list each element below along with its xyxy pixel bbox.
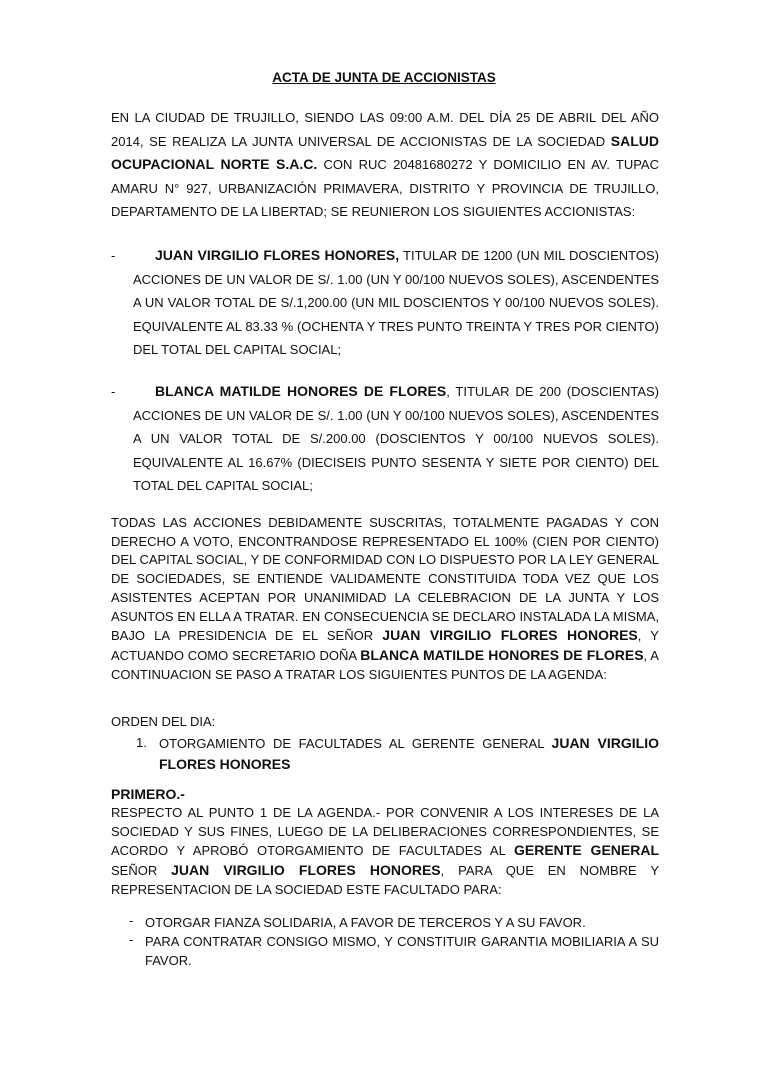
first-text-3: , PARA QUE EN NOMBRE Y REPRESENTACION DE LA SOCIEDAD ESTE FACULTADO PARA: — [111, 863, 659, 897]
power-1: OTORGAR FIANZA SOLIDARIA, A FAVOR DE TERCEROS Y A SU FAVOR. — [145, 915, 586, 930]
quorum-text-2: , Y ACTUANDO COMO SECRETARIO DOÑA — [111, 628, 659, 663]
agenda-item — [159, 733, 659, 775]
secretary-name: BLANCA MATILDE HONORES DE FLORES — [360, 646, 644, 663]
document-title: ACTA DE JUNTA DE ACCIONISTAS — [272, 70, 496, 85]
shareholder-1-text: TITULAR DE 1200 (UN MIL DOSCIENTOS) ACCIONES DE UN VALOR DE S/. 1.00 (UN Y 00/100 NUEVOS SOLES), ASCENDENTES A UN VALOR TOTAL DE S/.1,200.00 (UN MIL DOSCIENTOS Y 00/100 NUEVOS SOLES). EQUIVALENTE AL 83.33 % (OCHENTA Y TRES PUNTO TREINTA Y TRES POR CIENTO) DEL TOTAL DEL CAPITAL SOCIAL; — [133, 248, 659, 358]
intro-paragraph — [111, 106, 659, 224]
shareholder-2-dash: - — [111, 384, 116, 399]
first-name: JUAN VIRGILIO FLORES HONORES — [171, 862, 441, 879]
agenda-item-name: JUAN VIRGILIO FLORES HONORES — [159, 735, 659, 772]
quorum-paragraph — [111, 514, 659, 684]
first-text-1: RESPECTO AL PUNTO 1 DE LA AGENDA.- POR CONVENIR A LOS INTERESES DE LA SOCIEDAD Y SUS FINES, LUEGO DE LA DELIBERACIONES CORRESPONDIENTES, SE ACORDO Y APROBÓ OTORGAMIENTO DE FACULTADES AL — [111, 805, 659, 859]
power-2-dash: - — [129, 932, 134, 947]
shareholder-1 — [133, 244, 659, 362]
company-name: SALUD OCUPACIONAL NORTE S.A.C. — [111, 132, 659, 173]
agenda-label: ORDEN DEL DIA: — [111, 714, 216, 729]
agenda-item-text: OTORGAMIENTO DE FACULTADES AL GERENTE GENERAL — [159, 736, 552, 751]
intro-text-2: CON RUC 20481680272 Y DOMICILIO EN AV. TUPAC AMARU N° 927, URBANIZACIÓN PRIMAVERA, DISTRITO Y PROVINCIA DE TRUJILLO, DEPARTAMENTO DE LA LIBERTAD; SE REUNIERON LOS SIGUIENTES ACCIONISTAS: — [111, 157, 659, 220]
shareholder-2-text: , TITULAR DE 200 (DOSCIENTAS) ACCIONES DE UN VALOR DE S/. 1.00 (UN Y 00/100 NUEVOS SOLES), ASCENDENTES A UN VALOR TOTAL DE S/.200.00 (DOSCIENTOS Y 00/100 NUEVOS SOLES). EQUIVALENTE AL 16.67% (DIECISEIS PUNTO SESENTA Y SIETE POR CIENTO) DEL TOTAL DEL CAPITAL SOCIAL; — [133, 384, 659, 494]
shareholder-1-dash: - — [111, 248, 116, 263]
power-1-dash: - — [129, 913, 134, 928]
shareholder-2 — [133, 380, 659, 498]
quorum-text-3: , A CONTINUACION SE PASO A TRATAR LOS SIGUIENTES PUNTOS DE LA AGENDA: — [111, 647, 659, 682]
shareholder-2-name: BLANCA MATILDE HONORES DE FLORES — [155, 383, 447, 399]
first-text-2: SEÑOR — [111, 863, 172, 879]
quorum-text-1: TODAS LAS ACCIONES DEBIDAMENTE SUSCRITAS, TOTALMENTE PAGADAS Y CON DERECHO A VOTO, ENCONTRANDOSE REPRESENTADO EL 100% (CIEN POR CIENTO) DEL CAPITAL SOCIAL, Y DE CONFORMIDAD CON LO DISPUESTO POR LA LEY GENERAL DE SOCIEDADES, SE ENTIENDE VALIDAMENTE CONSTITUIDA TODA VEZ QUE LOS ASISTENTES ACEPTAN POR UNANIMIDAD LA CELEBRACION DE LA JUNTA Y LOS ASUNTOS EN ELLA A TRATAR. EN CONSECUENCIA SE DECLARO INSTALADA LA MISMA, BAJO LA PRESIDENCIA DE EL SEÑOR — [111, 515, 659, 644]
shareholder-1-name: JUAN VIRGILIO FLORES HONORES, — [155, 247, 400, 263]
first-paragraph — [111, 804, 659, 900]
president-name: JUAN VIRGILIO FLORES HONORES — [382, 627, 638, 644]
intro-text-1: EN LA CIUDAD DE TRUJILLO, SIENDO LAS 09:00 A.M. DEL DÍA 25 DE ABRIL DEL AÑO 2014, SE REALIZA LA JUNTA UNIVERSAL DE ACCIONISTAS DE LA SOCIEDAD — [111, 110, 659, 149]
first-role: GERENTE GENERAL — [513, 842, 660, 859]
agenda-item-number: 1. — [136, 735, 147, 750]
power-2: PARA CONTRATAR CONSIGO MISMO, Y CONSTITUIR GARANTIA MOBILIARIA A SU FAVOR. — [145, 934, 659, 968]
first-heading: PRIMERO.- — [111, 786, 185, 802]
